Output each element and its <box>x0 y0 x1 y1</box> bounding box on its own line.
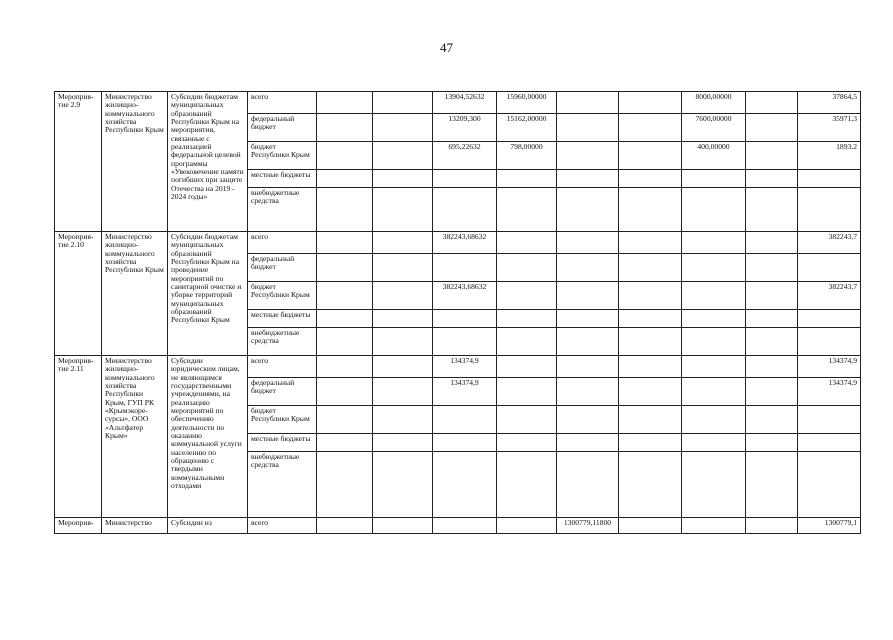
amount-cell-c3 <box>433 170 497 188</box>
amount-cell-c2 <box>373 232 433 254</box>
amount-cell-c3: 695,22632 <box>433 142 497 170</box>
table-row <box>55 232 861 254</box>
amount-cell-c7 <box>682 406 746 434</box>
amount-cell-c8 <box>746 406 798 434</box>
amount-cell-c8 <box>746 310 798 328</box>
amount-cell-c4: 15960,00000 <box>497 92 557 114</box>
funding-source: всего <box>248 356 317 378</box>
amount-cell-c4 <box>497 356 557 378</box>
amount-cell-c4: 15162,00000 <box>497 114 557 142</box>
funding-source: местные бюджеты <box>248 434 317 452</box>
amount-cell-c6 <box>619 356 682 378</box>
measure-description: Субсидии из <box>168 518 248 534</box>
amount-cell-c5 <box>557 114 619 142</box>
amount-cell-c9: 134374,9 <box>798 378 861 406</box>
amount-cell-c4 <box>497 170 557 188</box>
amount-cell-c8 <box>746 328 798 356</box>
amount-cell-c5 <box>557 356 619 378</box>
amount-cell-c5 <box>557 282 619 310</box>
amount-cell-c1 <box>317 518 373 534</box>
funding-source: всего <box>248 92 317 114</box>
amount-cell-c6 <box>619 170 682 188</box>
amount-cell-c9: 1300779,1 <box>798 518 861 534</box>
amount-cell-c7 <box>682 452 746 518</box>
amount-cell-c8 <box>746 356 798 378</box>
amount-cell-c7 <box>682 328 746 356</box>
measure-executor: Министерство жилищно-коммунального хозяйства Республики Крым, ГУП РК «Крымэкоре-сурсы», ООО «Альтфатер Крым» <box>102 356 168 518</box>
amount-cell-c4 <box>497 518 557 534</box>
amount-cell-c4 <box>497 406 557 434</box>
amount-cell-c2 <box>373 114 433 142</box>
amount-cell-c7 <box>682 232 746 254</box>
amount-cell-c4 <box>497 232 557 254</box>
amount-cell-c1 <box>317 188 373 232</box>
amount-cell-c2 <box>373 434 433 452</box>
funding-source: внебюджетные средства <box>248 452 317 518</box>
amount-cell-c4: 798,00000 <box>497 142 557 170</box>
amount-cell-c9 <box>798 434 861 452</box>
amount-cell-c8 <box>746 254 798 282</box>
funding-source: всего <box>248 232 317 254</box>
amount-cell-c8 <box>746 434 798 452</box>
amount-cell-c6 <box>619 232 682 254</box>
amount-cell-c8 <box>746 378 798 406</box>
amount-cell-c3 <box>433 310 497 328</box>
amount-cell-c9 <box>798 310 861 328</box>
amount-cell-c9: 1893,2 <box>798 142 861 170</box>
amount-cell-c8 <box>746 142 798 170</box>
amount-cell-c8 <box>746 188 798 232</box>
amount-cell-c1 <box>317 328 373 356</box>
funding-source: внебюджетные средства <box>248 328 317 356</box>
amount-cell-c2 <box>373 254 433 282</box>
amount-cell-c8 <box>746 282 798 310</box>
funding-source: бюджет Республики Крым <box>248 142 317 170</box>
amount-cell-c9: 134374,9 <box>798 356 861 378</box>
amount-cell-c2 <box>373 188 433 232</box>
amount-cell-c7 <box>682 378 746 406</box>
amount-cell-c7 <box>682 310 746 328</box>
amount-cell-c7 <box>682 356 746 378</box>
amount-cell-c5 <box>557 434 619 452</box>
amount-cell-c1 <box>317 114 373 142</box>
table-row <box>55 518 861 534</box>
funding-source: бюджет Республики Крым <box>248 406 317 434</box>
amount-cell-c9 <box>798 452 861 518</box>
amount-cell-c6 <box>619 282 682 310</box>
amount-cell-c4 <box>497 378 557 406</box>
amount-cell-c9 <box>798 254 861 282</box>
budget-table <box>54 91 861 534</box>
amount-cell-c5 <box>557 232 619 254</box>
measure-executor: Министерство жилищно-коммунального хозяйства Республики Крым <box>102 92 168 232</box>
amount-cell-c4 <box>497 434 557 452</box>
amount-cell-c9: 382243,7 <box>798 232 861 254</box>
page-number: 47 <box>440 40 453 55</box>
amount-cell-c3: 382243,68632 <box>433 232 497 254</box>
amount-cell-c2 <box>373 452 433 518</box>
amount-cell-c5 <box>557 254 619 282</box>
amount-cell-c4 <box>497 328 557 356</box>
amount-cell-c1 <box>317 92 373 114</box>
amount-cell-c4 <box>497 254 557 282</box>
amount-cell-c7 <box>682 434 746 452</box>
amount-cell-c3 <box>433 518 497 534</box>
amount-cell-c1 <box>317 356 373 378</box>
amount-cell-c5 <box>557 452 619 518</box>
amount-cell-c6 <box>619 188 682 232</box>
amount-cell-c5 <box>557 188 619 232</box>
table-row <box>55 356 861 378</box>
amount-cell-c2 <box>373 282 433 310</box>
amount-cell-c1 <box>317 232 373 254</box>
amount-cell-c1 <box>317 406 373 434</box>
amount-cell-c1 <box>317 310 373 328</box>
amount-cell-c8 <box>746 114 798 142</box>
amount-cell-c6 <box>619 142 682 170</box>
amount-cell-c3 <box>433 434 497 452</box>
amount-cell-c8 <box>746 170 798 188</box>
amount-cell-c1 <box>317 282 373 310</box>
amount-cell-c9 <box>798 170 861 188</box>
amount-cell-c1 <box>317 254 373 282</box>
amount-cell-c7 <box>682 254 746 282</box>
amount-cell-c2 <box>373 518 433 534</box>
amount-cell-c1 <box>317 142 373 170</box>
amount-cell-c2 <box>373 356 433 378</box>
amount-cell-c3 <box>433 406 497 434</box>
amount-cell-c3 <box>433 254 497 282</box>
amount-cell-c7: 400,00000 <box>682 142 746 170</box>
amount-cell-c6 <box>619 328 682 356</box>
amount-cell-c6 <box>619 254 682 282</box>
amount-cell-c7 <box>682 188 746 232</box>
amount-cell-c4 <box>497 452 557 518</box>
amount-cell-c1 <box>317 170 373 188</box>
amount-cell-c7 <box>682 170 746 188</box>
table-row <box>55 92 861 114</box>
funding-source: местные бюджеты <box>248 310 317 328</box>
amount-cell-c1 <box>317 452 373 518</box>
amount-cell-c3: 382243,68632 <box>433 282 497 310</box>
amount-cell-c6 <box>619 310 682 328</box>
measure-executor: Министерство <box>102 518 168 534</box>
amount-cell-c5 <box>557 378 619 406</box>
amount-cell-c3: 134374,9 <box>433 378 497 406</box>
table-body <box>55 92 861 534</box>
amount-cell-c6 <box>619 406 682 434</box>
amount-cell-c7: 7600,00000 <box>682 114 746 142</box>
amount-cell-c6 <box>619 452 682 518</box>
amount-cell-c6 <box>619 434 682 452</box>
measure-code: Мероприя- тие 2.11 <box>55 356 102 518</box>
amount-cell-c4 <box>497 310 557 328</box>
amount-cell-c7: 8000,00000 <box>682 92 746 114</box>
amount-cell-c2 <box>373 92 433 114</box>
amount-cell-c3 <box>433 452 497 518</box>
funding-source: внебюджетные средства <box>248 188 317 232</box>
amount-cell-c8 <box>746 232 798 254</box>
amount-cell-c8 <box>746 452 798 518</box>
amount-cell-c9: 37864,5 <box>798 92 861 114</box>
funding-source: бюджет Республики Крым <box>248 282 317 310</box>
funding-source: федеральный бюджет <box>248 114 317 142</box>
amount-cell-c8 <box>746 518 798 534</box>
amount-cell-c5 <box>557 142 619 170</box>
amount-cell-c5: 1300779,11800 <box>557 518 619 534</box>
measure-description: Субсидии бюджетам муниципальных образований Республики Крым на проведение мероприятий по санитарной очистке и уборке территорий муниципальных образований Республики Крым <box>168 232 248 356</box>
measure-description: Субсидии бюджетам муниципальных образований Республики Крым на мероприятия, связанные с реализацией федеральной целевой программы «Увековечение памяти погибших при защите Отечества на 2019 - 2024 годы» <box>168 92 248 232</box>
amount-cell-c6 <box>619 518 682 534</box>
amount-cell-c8 <box>746 92 798 114</box>
amount-cell-c2 <box>373 170 433 188</box>
funding-source: федеральный бюджет <box>248 378 317 406</box>
measure-code: Мероприя- <box>55 518 102 534</box>
amount-cell-c3: 13209,300 <box>433 114 497 142</box>
funding-source: местные бюджеты <box>248 170 317 188</box>
measure-description: Субсидии юридическим лицам, не являющимся государственными учреждениями, на реализацию мероприятий по обеспечению деятельности по оказанию коммунальной услуги населению по обращению с твердыми коммунальными отходами <box>168 356 248 518</box>
amount-cell-c9 <box>798 406 861 434</box>
amount-cell-c9 <box>798 328 861 356</box>
amount-cell-c2 <box>373 142 433 170</box>
amount-cell-c5 <box>557 92 619 114</box>
amount-cell-c2 <box>373 378 433 406</box>
amount-cell-c9: 382243,7 <box>798 282 861 310</box>
amount-cell-c3 <box>433 188 497 232</box>
amount-cell-c1 <box>317 434 373 452</box>
funding-source: федеральный бюджет <box>248 254 317 282</box>
measure-code: Мероприя- тие 2.9 <box>55 92 102 232</box>
amount-cell-c4 <box>497 282 557 310</box>
measure-executor: Министерство жилищно-коммунального хозяйства Республики Крым <box>102 232 168 356</box>
amount-cell-c6 <box>619 92 682 114</box>
amount-cell-c5 <box>557 406 619 434</box>
amount-cell-c6 <box>619 378 682 406</box>
amount-cell-c2 <box>373 328 433 356</box>
amount-cell-c7 <box>682 282 746 310</box>
amount-cell-c5 <box>557 328 619 356</box>
amount-cell-c3 <box>433 328 497 356</box>
amount-cell-c4 <box>497 188 557 232</box>
amount-cell-c3: 134374,9 <box>433 356 497 378</box>
amount-cell-c1 <box>317 378 373 406</box>
amount-cell-c6 <box>619 114 682 142</box>
amount-cell-c7 <box>682 518 746 534</box>
measure-code: Мероприя- тие 2.10 <box>55 232 102 356</box>
amount-cell-c9 <box>798 188 861 232</box>
funding-source: всего <box>248 518 317 534</box>
amount-cell-c3: 13904,52632 <box>433 92 497 114</box>
amount-cell-c5 <box>557 310 619 328</box>
amount-cell-c2 <box>373 406 433 434</box>
amount-cell-c5 <box>557 170 619 188</box>
amount-cell-c9: 35971,3 <box>798 114 861 142</box>
amount-cell-c2 <box>373 310 433 328</box>
